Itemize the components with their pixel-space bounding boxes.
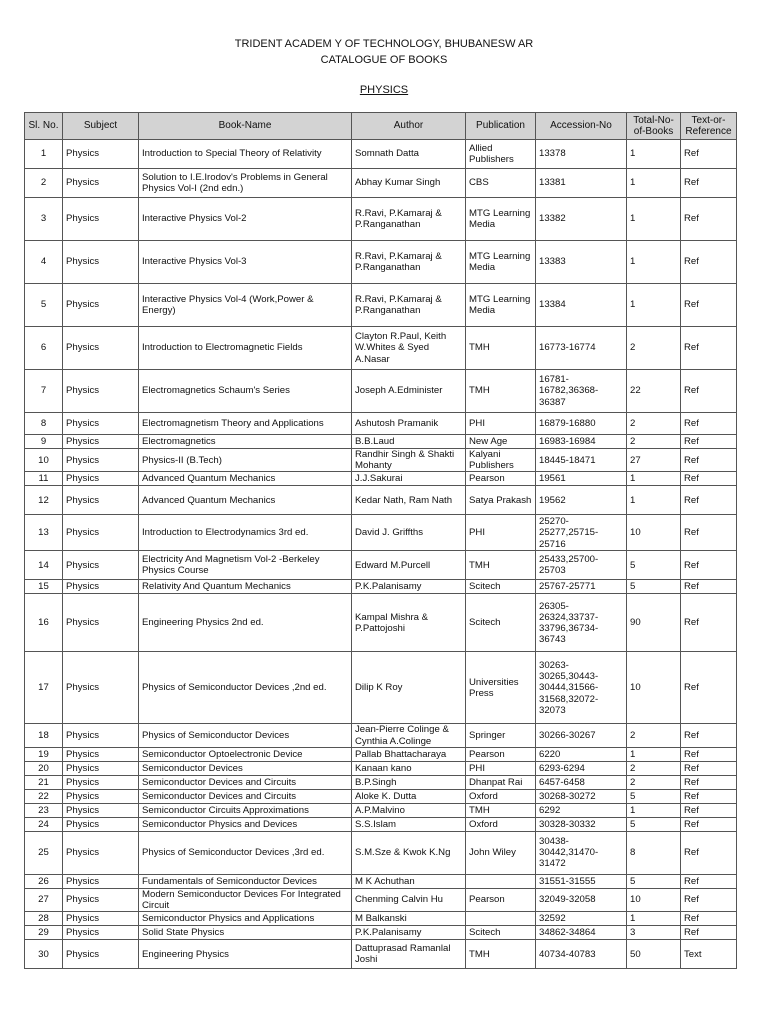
cell-publication: Allied Publishers <box>466 140 536 169</box>
cell-book-name: Introduction to Electromagnetic Fields <box>139 327 352 370</box>
cell-total-books: 2 <box>627 435 681 449</box>
cell-total-books: 1 <box>627 803 681 817</box>
cell-total-books: 1 <box>627 241 681 284</box>
cell-publication: TMH <box>466 803 536 817</box>
cell-book-name: Physics of Semiconductor Devices ,3rd ed. <box>139 831 352 874</box>
table-row <box>25 370 737 413</box>
cell-text-or-reference: Ref <box>681 761 737 775</box>
cell-text-or-reference: Ref <box>681 888 737 911</box>
cell-sl-no: 29 <box>25 926 63 940</box>
cell-book-name: Relativity And Quantum Mechanics <box>139 580 352 594</box>
cell-text-or-reference: Ref <box>681 789 737 803</box>
col-header-accession-no: Accession-No <box>536 113 627 140</box>
cell-author: M K Achuthan <box>352 874 466 888</box>
cell-sl-no: 5 <box>25 284 63 327</box>
cell-book-name: Electromagnetism Theory and Applications <box>139 413 352 435</box>
cell-publication: John Wiley <box>466 831 536 874</box>
cell-subject: Physics <box>63 775 139 789</box>
cell-accession-no: 30268-30272 <box>536 789 627 803</box>
table-row <box>25 912 737 926</box>
cell-accession-no: 13384 <box>536 284 627 327</box>
cell-sl-no: 4 <box>25 241 63 284</box>
cell-subject: Physics <box>63 803 139 817</box>
cell-text-or-reference: Ref <box>681 515 737 551</box>
cell-accession-no: 25270-25277,25715-25716 <box>536 515 627 551</box>
cell-author: B.B.Laud <box>352 435 466 449</box>
cell-author: Dattuprasad Ramanlal Joshi <box>352 940 466 969</box>
cell-author: R.Ravi, P.Kamaraj & P.Ranganathan <box>352 198 466 241</box>
cell-book-name: Interactive Physics Vol-3 <box>139 241 352 284</box>
cell-author: P.K.Palanisamy <box>352 926 466 940</box>
cell-author: Pallab Bhattacharaya <box>352 747 466 761</box>
cell-sl-no: 12 <box>25 486 63 515</box>
col-header-subject: Subject <box>63 113 139 140</box>
cell-publication: Oxford <box>466 789 536 803</box>
cell-subject: Physics <box>63 327 139 370</box>
table-row <box>25 284 737 327</box>
cell-author: Clayton R.Paul, Keith W.Whites & Syed A.Nasar <box>352 327 466 370</box>
cell-publication: Oxford <box>466 817 536 831</box>
cell-publication: PHI <box>466 515 536 551</box>
cell-text-or-reference: Ref <box>681 241 737 284</box>
cell-publication: PHI <box>466 413 536 435</box>
cell-author: David J. Griffths <box>352 515 466 551</box>
cell-total-books: 1 <box>627 486 681 515</box>
cell-accession-no: 16983-16984 <box>536 435 627 449</box>
cell-subject: Physics <box>63 831 139 874</box>
cell-text-or-reference: Ref <box>681 817 737 831</box>
cell-total-books: 1 <box>627 284 681 327</box>
cell-total-books: 1 <box>627 198 681 241</box>
cell-text-or-reference: Ref <box>681 140 737 169</box>
cell-total-books: 1 <box>627 472 681 486</box>
cell-subject: Physics <box>63 789 139 803</box>
institution-title: TRIDENT ACADEM Y OF TECHNOLOGY, BHUBANESW AR <box>234 38 534 50</box>
cell-subject: Physics <box>63 724 139 747</box>
cell-author: P.K.Palanisamy <box>352 580 466 594</box>
col-header-author: Author <box>352 113 466 140</box>
cell-accession-no: 26305-26324,33737-33796,36734-36743 <box>536 594 627 652</box>
cell-accession-no: 19562 <box>536 486 627 515</box>
cell-text-or-reference: Ref <box>681 551 737 580</box>
books-table <box>24 112 737 969</box>
cell-total-books: 50 <box>627 940 681 969</box>
cell-author: Joseph A.Edminister <box>352 370 466 413</box>
cell-subject: Physics <box>63 888 139 911</box>
cell-sl-no: 1 <box>25 140 63 169</box>
cell-text-or-reference: Ref <box>681 370 737 413</box>
cell-total-books: 2 <box>627 724 681 747</box>
cell-book-name: Semiconductor Optoelectronic Device <box>139 747 352 761</box>
cell-book-name: Semiconductor Devices and Circuits <box>139 775 352 789</box>
table-row <box>25 140 737 169</box>
cell-text-or-reference: Ref <box>681 413 737 435</box>
cell-author: Kampal Mishra & P.Pattojoshi <box>352 594 466 652</box>
cell-total-books: 5 <box>627 817 681 831</box>
cell-subject: Physics <box>63 413 139 435</box>
cell-subject: Physics <box>63 472 139 486</box>
table-row <box>25 803 737 817</box>
cell-accession-no: 32049-32058 <box>536 888 627 911</box>
cell-book-name: Semiconductor Physics and Devices <box>139 817 352 831</box>
table-row <box>25 241 737 284</box>
cell-sl-no: 25 <box>25 831 63 874</box>
cell-sl-no: 15 <box>25 580 63 594</box>
cell-book-name: Solid State Physics <box>139 926 352 940</box>
table-row <box>25 652 737 724</box>
cell-author: J.J.Sakurai <box>352 472 466 486</box>
cell-author: R.Ravi, P.Kamaraj & P.Ranganathan <box>352 284 466 327</box>
table-row <box>25 594 737 652</box>
cell-total-books: 1 <box>627 169 681 198</box>
cell-total-books: 5 <box>627 874 681 888</box>
cell-subject: Physics <box>63 817 139 831</box>
cell-publication: MTG Learning Media <box>466 198 536 241</box>
col-header-publication: Publication <box>466 113 536 140</box>
cell-sl-no: 22 <box>25 789 63 803</box>
cell-accession-no: 13382 <box>536 198 627 241</box>
cell-subject: Physics <box>63 594 139 652</box>
cell-accession-no: 19561 <box>536 472 627 486</box>
cell-sl-no: 24 <box>25 817 63 831</box>
cell-accession-no: 18445-18471 <box>536 449 627 472</box>
cell-book-name: Fundamentals of Semiconductor Devices <box>139 874 352 888</box>
col-header-text-or-reference: Text-or-Reference <box>681 113 737 140</box>
table-row <box>25 874 737 888</box>
cell-accession-no: 16879-16880 <box>536 413 627 435</box>
cell-publication: Pearson <box>466 747 536 761</box>
table-row <box>25 551 737 580</box>
cell-publication: New Age <box>466 435 536 449</box>
cell-book-name: Engineering Physics <box>139 940 352 969</box>
cell-author: S.M.Sze & Kwok K.Ng <box>352 831 466 874</box>
cell-author: Abhay Kumar Singh <box>352 169 466 198</box>
table-row <box>25 580 737 594</box>
cell-author: Edward M.Purcell <box>352 551 466 580</box>
cell-text-or-reference: Ref <box>681 594 737 652</box>
cell-accession-no: 6220 <box>536 747 627 761</box>
cell-subject: Physics <box>63 486 139 515</box>
cell-publication: TMH <box>466 940 536 969</box>
cell-sl-no: 21 <box>25 775 63 789</box>
cell-total-books: 2 <box>627 413 681 435</box>
cell-text-or-reference: Ref <box>681 775 737 789</box>
cell-book-name: Advanced Quantum Mechanics <box>139 472 352 486</box>
cell-publication: Scitech <box>466 580 536 594</box>
cell-book-name: Advanced Quantum Mechanics <box>139 486 352 515</box>
cell-subject: Physics <box>63 241 139 284</box>
cell-accession-no: 30263-30265,30443-30444,31566-31568,32072-32073 <box>536 652 627 724</box>
cell-book-name: Electricity And Magnetism Vol-2 -Berkeley Physics Course <box>139 551 352 580</box>
cell-author: Randhir Singh & Shakti Mohanty <box>352 449 466 472</box>
cell-accession-no: 13378 <box>536 140 627 169</box>
cell-total-books: 1 <box>627 912 681 926</box>
cell-accession-no: 6293-6294 <box>536 761 627 775</box>
cell-book-name: Introduction to Electrodynamics 3rd ed. <box>139 515 352 551</box>
cell-sl-no: 28 <box>25 912 63 926</box>
cell-author: Dilip K Roy <box>352 652 466 724</box>
cell-publication: Universities Press <box>466 652 536 724</box>
cell-sl-no: 7 <box>25 370 63 413</box>
cell-accession-no: 25433,25700-25703 <box>536 551 627 580</box>
cell-accession-no: 34862-34864 <box>536 926 627 940</box>
cell-sl-no: 8 <box>25 413 63 435</box>
cell-publication: MTG Learning Media <box>466 284 536 327</box>
cell-sl-no: 17 <box>25 652 63 724</box>
cell-text-or-reference: Ref <box>681 747 737 761</box>
cell-total-books: 5 <box>627 551 681 580</box>
table-row <box>25 472 737 486</box>
cell-text-or-reference: Ref <box>681 874 737 888</box>
cell-book-name: Electromagnetics <box>139 435 352 449</box>
col-header-book-name: Book-Name <box>139 113 352 140</box>
cell-total-books: 2 <box>627 327 681 370</box>
cell-sl-no: 6 <box>25 327 63 370</box>
cell-sl-no: 23 <box>25 803 63 817</box>
cell-author: Kedar Nath, Ram Nath <box>352 486 466 515</box>
cell-accession-no: 13381 <box>536 169 627 198</box>
cell-accession-no: 30328-30332 <box>536 817 627 831</box>
table-row <box>25 724 737 747</box>
cell-book-name: Interactive Physics Vol-4 (Work,Power & Energy) <box>139 284 352 327</box>
cell-sl-no: 9 <box>25 435 63 449</box>
table-row <box>25 327 737 370</box>
cell-accession-no: 16781-16782,36368-36387 <box>536 370 627 413</box>
cell-author: A.P.Malvino <box>352 803 466 817</box>
cell-subject: Physics <box>63 874 139 888</box>
cell-publication <box>466 912 536 926</box>
cell-book-name: Introduction to Special Theory of Relativity <box>139 140 352 169</box>
table-row <box>25 789 737 803</box>
cell-sl-no: 19 <box>25 747 63 761</box>
cell-book-name: Physics-II (B.Tech) <box>139 449 352 472</box>
cell-sl-no: 18 <box>25 724 63 747</box>
cell-publication <box>466 874 536 888</box>
cell-subject: Physics <box>63 912 139 926</box>
table-header-row <box>25 113 737 140</box>
cell-accession-no: 6457-6458 <box>536 775 627 789</box>
cell-subject: Physics <box>63 652 139 724</box>
table-row <box>25 747 737 761</box>
table-row <box>25 169 737 198</box>
cell-text-or-reference: Ref <box>681 912 737 926</box>
cell-book-name: Semiconductor Devices <box>139 761 352 775</box>
cell-subject: Physics <box>63 370 139 413</box>
cell-publication: Pearson <box>466 888 536 911</box>
cell-text-or-reference: Ref <box>681 169 737 198</box>
cell-publication: PHI <box>466 761 536 775</box>
cell-publication: Kalyani Publishers <box>466 449 536 472</box>
cell-publication: Scitech <box>466 594 536 652</box>
table-row <box>25 831 737 874</box>
catalogue-title: CATALOGUE OF BOOKS <box>320 54 448 66</box>
cell-publication: Satya Prakash <box>466 486 536 515</box>
col-header-total-books: Total-No-of-Books <box>627 113 681 140</box>
table-row <box>25 486 737 515</box>
cell-text-or-reference: Ref <box>681 803 737 817</box>
cell-accession-no: 13383 <box>536 241 627 284</box>
cell-subject: Physics <box>63 747 139 761</box>
cell-publication: Scitech <box>466 926 536 940</box>
cell-text-or-reference: Ref <box>681 724 737 747</box>
cell-author: Chenming Calvin Hu <box>352 888 466 911</box>
cell-text-or-reference: Ref <box>681 831 737 874</box>
cell-total-books: 10 <box>627 888 681 911</box>
cell-text-or-reference: Ref <box>681 327 737 370</box>
cell-accession-no: 40734-40783 <box>536 940 627 969</box>
cell-total-books: 90 <box>627 594 681 652</box>
cell-book-name: Physics of Semiconductor Devices <box>139 724 352 747</box>
table-row <box>25 515 737 551</box>
cell-author: B.P.Singh <box>352 775 466 789</box>
cell-publication: CBS <box>466 169 536 198</box>
cell-accession-no: 30438-30442,31470-31472 <box>536 831 627 874</box>
table-row <box>25 775 737 789</box>
cell-subject: Physics <box>63 140 139 169</box>
cell-author: Somnath Datta <box>352 140 466 169</box>
cell-sl-no: 30 <box>25 940 63 969</box>
section-title: PHYSICS <box>359 84 409 96</box>
cell-total-books: 3 <box>627 926 681 940</box>
cell-total-books: 22 <box>627 370 681 413</box>
cell-sl-no: 10 <box>25 449 63 472</box>
cell-publication: Springer <box>466 724 536 747</box>
cell-subject: Physics <box>63 169 139 198</box>
cell-book-name: Semiconductor Circuits Approximations <box>139 803 352 817</box>
cell-total-books: 5 <box>627 789 681 803</box>
table-row <box>25 198 737 241</box>
col-header-sl-no: Sl. No. <box>25 113 63 140</box>
cell-total-books: 10 <box>627 652 681 724</box>
cell-subject: Physics <box>63 551 139 580</box>
cell-author: R.Ravi, P.Kamaraj & P.Ranganathan <box>352 241 466 284</box>
cell-sl-no: 13 <box>25 515 63 551</box>
cell-subject: Physics <box>63 926 139 940</box>
cell-author: Kanaan kano <box>352 761 466 775</box>
cell-total-books: 1 <box>627 140 681 169</box>
cell-accession-no: 16773-16774 <box>536 327 627 370</box>
cell-subject: Physics <box>63 940 139 969</box>
table-row <box>25 926 737 940</box>
cell-book-name: Solution to I.E.Irodov's Problems in General Physics Vol-I (2nd edn.) <box>139 169 352 198</box>
cell-book-name: Electromagnetics Schaum's Series <box>139 370 352 413</box>
table-row <box>25 435 737 449</box>
cell-book-name: Interactive Physics Vol-2 <box>139 198 352 241</box>
cell-total-books: 5 <box>627 580 681 594</box>
cell-sl-no: 3 <box>25 198 63 241</box>
table-row <box>25 449 737 472</box>
cell-text-or-reference: Ref <box>681 652 737 724</box>
cell-accession-no: 30266-30267 <box>536 724 627 747</box>
cell-sl-no: 20 <box>25 761 63 775</box>
cell-total-books: 2 <box>627 761 681 775</box>
cell-book-name: Engineering Physics 2nd ed. <box>139 594 352 652</box>
cell-text-or-reference: Ref <box>681 486 737 515</box>
cell-subject: Physics <box>63 284 139 327</box>
cell-book-name: Semiconductor Physics and Applications <box>139 912 352 926</box>
table-row <box>25 761 737 775</box>
cell-total-books: 2 <box>627 775 681 789</box>
cell-book-name: Semiconductor Devices and Circuits <box>139 789 352 803</box>
cell-publication: TMH <box>466 370 536 413</box>
cell-accession-no: 25767-25771 <box>536 580 627 594</box>
cell-publication: TMH <box>466 551 536 580</box>
cell-subject: Physics <box>63 515 139 551</box>
cell-text-or-reference: Ref <box>681 926 737 940</box>
table-row <box>25 940 737 969</box>
cell-publication: MTG Learning Media <box>466 241 536 284</box>
cell-author: M Balkanski <box>352 912 466 926</box>
cell-subject: Physics <box>63 435 139 449</box>
cell-sl-no: 27 <box>25 888 63 911</box>
cell-text-or-reference: Ref <box>681 472 737 486</box>
cell-text-or-reference: Ref <box>681 284 737 327</box>
cell-subject: Physics <box>63 449 139 472</box>
cell-author: S.S.Islam <box>352 817 466 831</box>
cell-author: Ashutosh Pramanik <box>352 413 466 435</box>
cell-sl-no: 2 <box>25 169 63 198</box>
cell-sl-no: 16 <box>25 594 63 652</box>
cell-sl-no: 26 <box>25 874 63 888</box>
cell-publication: TMH <box>466 327 536 370</box>
cell-total-books: 8 <box>627 831 681 874</box>
cell-subject: Physics <box>63 761 139 775</box>
cell-text-or-reference: Text <box>681 940 737 969</box>
cell-book-name: Physics of Semiconductor Devices ,2nd ed. <box>139 652 352 724</box>
cell-accession-no: 31551-31555 <box>536 874 627 888</box>
cell-text-or-reference: Ref <box>681 580 737 594</box>
cell-publication: Dhanpat Rai <box>466 775 536 789</box>
cell-publication: Pearson <box>466 472 536 486</box>
cell-text-or-reference: Ref <box>681 449 737 472</box>
cell-total-books: 10 <box>627 515 681 551</box>
cell-accession-no: 32592 <box>536 912 627 926</box>
cell-accession-no: 6292 <box>536 803 627 817</box>
cell-author: Aloke K. Dutta <box>352 789 466 803</box>
cell-text-or-reference: Ref <box>681 435 737 449</box>
table-row <box>25 413 737 435</box>
cell-author: Jean-Pierre Colinge & Cynthia A.Colinge <box>352 724 466 747</box>
cell-text-or-reference: Ref <box>681 198 737 241</box>
cell-subject: Physics <box>63 198 139 241</box>
cell-total-books: 27 <box>627 449 681 472</box>
cell-sl-no: 11 <box>25 472 63 486</box>
cell-book-name: Modern Semiconductor Devices For Integrated Circuit <box>139 888 352 911</box>
cell-sl-no: 14 <box>25 551 63 580</box>
table-row <box>25 817 737 831</box>
cell-total-books: 1 <box>627 747 681 761</box>
cell-subject: Physics <box>63 580 139 594</box>
table-row <box>25 888 737 911</box>
